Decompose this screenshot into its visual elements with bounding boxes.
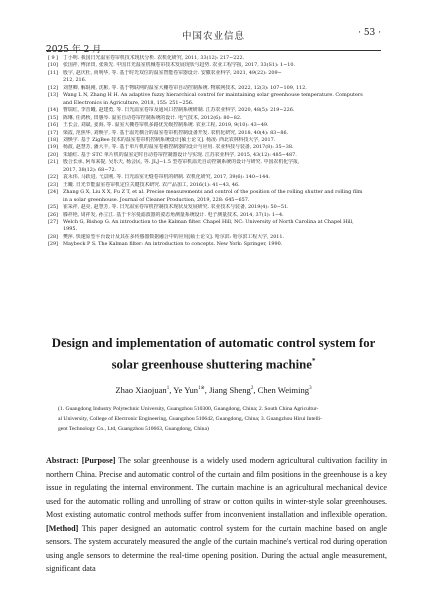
abstract [46, 454, 387, 594]
reference-text: 212, 216. [63, 77, 87, 84]
author-name: Jiang Sheng [209, 385, 251, 395]
reference-text: and Electronics in Agriculture, 2018, 155: 251−256. [63, 99, 194, 106]
reference-item [48, 85, 383, 92]
reference-text: 陈琳, 任鸿秋, 田惠琴. 温室自动卷帘控制系统的设计. 电气技术, 2012(6): 80−82. [63, 114, 242, 121]
reference-text: Maybeck P S. The Kalman filter: An introduction to concepts. New York: Springer, 1990. [63, 241, 283, 248]
reference-text: 1995. [63, 226, 78, 233]
reference-item [48, 115, 383, 122]
reference-number: [13] [48, 92, 59, 99]
reference-item [48, 182, 383, 189]
reference-item [48, 70, 383, 77]
reference-item [48, 234, 383, 241]
author-affiliation-mark: 2 [250, 386, 254, 392]
reference-item [48, 107, 383, 114]
author-name: Ye Yun [173, 385, 199, 395]
reference-number: [21] [48, 159, 59, 166]
author-name: Zhao Xiaojuan [115, 385, 167, 395]
reference-item [48, 144, 383, 151]
reference-item [48, 159, 383, 166]
method-label: [Method] [46, 523, 79, 533]
reference-text: 张国祥, 傅泽田, 张领先. 中国日光温室机械卷帘技术发展现状与趋势. 农业工程学报, 2017, 33(S1): 1−10. [63, 62, 296, 69]
reference-text: 王曦. 日光节能温室卷帘机定位关键技术研究. 农产品加工, 2016(1): 41−43, 46. [63, 181, 240, 188]
reference-item [48, 204, 383, 211]
page-header [46, 28, 381, 55]
reference-number: [20] [48, 151, 59, 158]
abstract-purpose-text: The solar greenhouse is a widely used modern agricultural cultivation facility in northern China. Precise and automatic control of the curtain and film positions in the greenhouse is a key issue in regulating the internal environment. The curtain machine is an agricultural mechanical device used for the automatic rolling and unrolling of straw or cotton quilts in winter-style solar greenhouses. Most existing automatic control methods suffer from inconvenient installation and inflexible operation. [46, 456, 387, 519]
reference-number [48, 197, 63, 204]
reference-item [48, 219, 383, 226]
reference-number [48, 77, 63, 84]
author-affiliation-mark: 1 [166, 386, 170, 392]
affiliation-line: gent Technology Co., Ltd, Guangzhou 510663, Guangdong, China) [58, 426, 209, 432]
reference-text: 崔采祥, 赵亮, 赵慧芳, 等. 日光温室卷帘机控制技术现状及发展研究. 农业技术与装备, 2019(4): 50−51. [63, 204, 289, 211]
header-rule [46, 50, 381, 51]
reference-item [48, 130, 383, 137]
reference-number: [24] [48, 189, 59, 196]
reference-number: [25] [48, 204, 59, 211]
reference-item [48, 241, 383, 248]
reference-text: 袁永伟, 马跃进, 弋景刚, 等. 日光温室无缝卷帘机的研制. 农机化研究, 2017, 39(6): 140−144. [63, 174, 270, 181]
reference-text: 殷合长承, 阿布来提, 吴乐天, 杨会民, 等. JLJ−1.5 型卷帘机温光自动控制系统的设计与研究. 中国农机化学报, [63, 159, 300, 166]
reference-item-continuation [48, 167, 383, 174]
reference-text: 丁小明. 我国日光温室卷帘机技术现状分析. 农机化研究, 2011, 33(12): 217−222. [63, 55, 245, 61]
title-line-1: Design and implementation of automatic control system for [51, 336, 376, 350]
abstract-label: Abstract: [46, 456, 79, 465]
reference-item [48, 55, 383, 62]
reference-item-continuation [48, 197, 383, 204]
reference-text: Welch G, Bishop G. An introduction to the Kalman filter. Chapel Hill, NC: University of North Carolina at Chapel Hill, [63, 218, 354, 225]
reference-item [48, 152, 383, 159]
title-line-2: solar greenhouse shuttering machine* [111, 357, 316, 372]
reference-number: [12] [48, 84, 59, 91]
reference-text: 曹瑞红, 李晋曦, 赵建勇, 等. 日光温室卷帘及通风口控制系统研制. 江苏农业科学, 2020, 48(5): 219−226. [63, 107, 295, 114]
affiliation-line: al University, College of Electronic Engineering, Guangzhou 510642, Guangdong, China; 3. Guangzhou Hirui Intelli- [58, 416, 323, 422]
reference-item-continuation [48, 226, 383, 233]
purpose-label: [Purpose] [81, 456, 116, 465]
article-title [40, 334, 387, 373]
reference-number: [19] [48, 144, 59, 151]
reference-text: 刘焕宇. 基于 ZigBee 技术的温室卷帘机控制系统设计[硕士论文]. 杨凌: 西北农林科技大学, 2017. [63, 136, 276, 143]
reference-number: [15] [48, 114, 59, 121]
reference-number: [11] [48, 69, 59, 76]
reference-number: [16] [48, 122, 59, 129]
page-number: · 53 · [358, 28, 381, 38]
reference-text: Zhang G X, Liu X X, Fu Z T, et al. Precise measurements and control of the position of the rolling shutter and rolling film [63, 189, 363, 196]
author-affiliation-mark: 3 [309, 386, 312, 392]
reference-text: 樊萍. 快速原型平台设计及其在多传感器数据融合中的应用[硕士论文]. 哈尔滨: 哈尔滨工程大学, 2011. [63, 233, 285, 240]
reference-text: 王长会, 刘斌, 姜海, 等. 温室大棚卷帘机多路优先级控制系统. 农业工程, 2019, 9(10): 43−49. [63, 122, 269, 129]
reference-item [48, 137, 383, 144]
reference-number: [29] [48, 241, 59, 248]
reference-item [48, 189, 383, 196]
reference-number: [27] [48, 218, 59, 225]
reference-number: [26] [48, 211, 59, 218]
reference-number [48, 167, 63, 174]
reference-text: Wang L N, Zhang H H. An adaptive fuzzy hierarchical control for maintaining solar greenhouse temperature. Computers [63, 92, 363, 99]
reference-item-continuation [48, 77, 383, 84]
reference-item [48, 122, 383, 129]
reference-text: 殷宇, 赵庆杜, 尚明华, 等. 基于时光双位的温室智能卷帘器设计. 安徽农业科学, 2021, 49(22): 209− [63, 69, 282, 76]
reference-number: [14] [48, 107, 59, 114]
reference-item [48, 174, 383, 181]
affiliation-line: (1. Guangdong Industry Polytechnic University, Guangzhou 510300, Guangdong, China; 2. South China Agricultur- [58, 406, 319, 412]
reference-text: 刘慧卿, 解琨刚, 沈彬, 等. 基于物联网的温室大棚卷帘自动控制系统. 物联网技术, 2022, 12(3): 107−109, 112. [63, 84, 307, 91]
reference-number: [22] [48, 174, 59, 181]
author-name: Chen Weiming [257, 385, 310, 395]
reference-text: in a solar greenhouse. Journal of Cleaner Production, 2019, 228: 645−657. [63, 196, 250, 203]
reference-number: [18] [48, 136, 59, 143]
reference-number [48, 226, 63, 233]
abstract-method-text: This paper designed an automatic control system for the curtain machine based on angle sensors. The system accurately measured the angle of the curtain machine's vertical rod during operation using angle sensors to determine the real-time opening position. During the actual angle measurement, significant data [46, 523, 387, 573]
reference-item-continuation [48, 100, 383, 107]
reference-item [48, 62, 383, 69]
reference-item [48, 212, 383, 219]
reference-number: [17] [48, 129, 59, 136]
reference-text: 朱瑜红. 基于 STC 单片机的温室定时自动卷帘控制器设计与实现. 江苏农业科学, 2015, 43(12): 485−487. [63, 151, 297, 158]
reference-number: [10] [48, 62, 59, 69]
reference-item [48, 92, 383, 99]
title-footnote-mark: * [311, 357, 316, 365]
reference-text: 2017, 38(12): 68−72. [63, 166, 117, 173]
reference-number [48, 100, 63, 107]
reference-text: 滕祥艳, 周祥发, 孙立江. 基于卡尔曼滤波器的姿态角测量系统设计. 电子测量技术, 2014, 37(1): 1−4. [63, 211, 284, 218]
affiliations [58, 404, 373, 434]
author-affiliation-mark: 1※ [198, 386, 205, 392]
reference-number: [ 9 ] [48, 55, 59, 61]
reference-number: [23] [48, 181, 59, 188]
author-list: Zhao Xiaojuan$^1$, Ye Yun$^{1※}$, Jiang Sheng$^2$, Chen Weiming$^3$ [115, 385, 312, 395]
issue-date: 2025 年 2 月 [46, 45, 102, 55]
reference-number: [28] [48, 233, 59, 240]
reference-text: 梁霞, 范焦华, 刘焕宇, 等. 基于温光耦合的温室卷帘机控制设备开发. 农机化研究, 2018, 40(4): 83−86. [63, 129, 289, 136]
reference-text: 杨波, 赵慧芳, 潘大丰, 等. 基于单片机的温室卷被控制器的设计与应用. 农业科技与装备, 2017(8): 35−38. [63, 144, 294, 151]
reference-list [48, 55, 383, 249]
journal-name: 中国农业信息 [181, 31, 245, 42]
